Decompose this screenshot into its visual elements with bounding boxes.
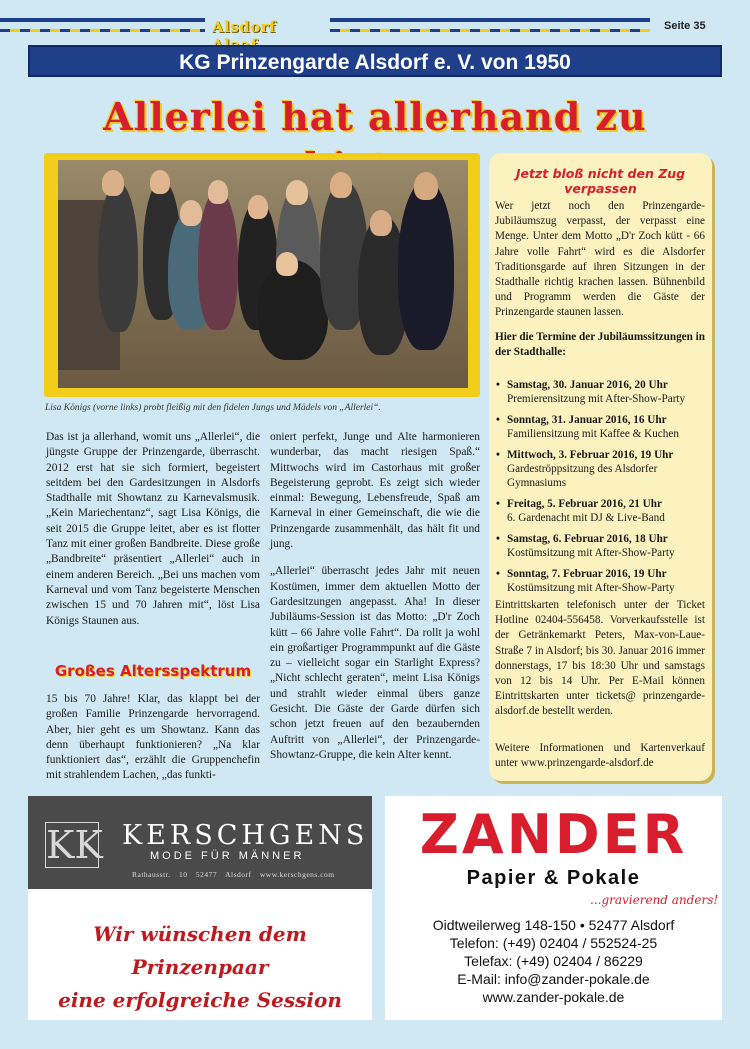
kerschgens-tagline: MODE FÜR MÄNNER (150, 850, 305, 862)
header-rule-left (0, 18, 205, 22)
article-headline: Allerlei hat allerhand zu (103, 94, 647, 139)
event-item (495, 532, 707, 560)
event-desc: Kostümsitzung mit After-Show-Party (507, 582, 675, 594)
article-paragraph: „Allerlei“ überrascht jedes Jahr mit neuen Kostümen, immer dem aktuellen Motto der Gardesitzungen angepasst. Aha! In dieser Jubiläums-Session ist das Motto: „D'r Zoch kütt – 66 Jahre volle Fahrt“. Da rollt ja wohl ein großartiger Programmpunkt auf die Gäste zu – vielleicht sogar ein Starlight Express? „Nicht schlecht geraten“, meint Lisa Königs und strahlt wieder einmal übers ganze Gesicht. Die Gäste der Garde dürfen sich schon jetzt freuen auf den bezaubernden Auftritt von „Allerlei“, der Prinzengarde-Showtanz-Gruppe, die kein Alter kennt. (270, 565, 480, 761)
zander-web: www.zander-pokale.de (482, 989, 625, 1005)
kerschgens-street: Rathausstr. 10 (132, 870, 188, 879)
magazine-title: Alsdorf (212, 18, 277, 36)
group-photo (58, 160, 468, 388)
event-item (495, 378, 707, 406)
zander-contact (385, 916, 722, 1006)
kerschgens-name: KERSCHGENS (122, 820, 369, 851)
event-item (495, 497, 707, 525)
event-list (495, 378, 707, 602)
kerschgens-slogan (28, 918, 372, 1017)
zander-logo: ZANDER (419, 803, 688, 866)
kerschgens-logo: KK (46, 823, 103, 867)
event-item (495, 413, 707, 441)
event-item (495, 448, 707, 490)
article-column-2 (270, 430, 480, 775)
header-rule-right (330, 18, 650, 22)
article-subheading: Großes Altersspektrum (54, 662, 252, 680)
kerschgens-city: 52477 Alsdorf (195, 870, 252, 879)
article-column-1 (46, 430, 260, 641)
event-date: • Mittwoch, 3. Februar 2016, 19 Uhr (507, 449, 674, 461)
header-stripe-right (330, 29, 650, 32)
zander-fax: Telefax: (+49) 02404 / 86229 (464, 953, 643, 969)
event-desc: Kostümsitzung mit After-Show-Party (507, 547, 675, 559)
zander-phone: Telefon: (+49) 02404 / 552524-25 (449, 935, 658, 951)
zander-subtitle: Papier & Pokale (466, 867, 641, 889)
section-banner: KG Prinzengarde Alsdorf e. V. von 1950 (28, 45, 722, 77)
event-date: • Sonntag, 31. Januar 2016, 16 Uhr (507, 414, 667, 426)
zander-tagline: ...gravierend anders! (590, 893, 719, 907)
slogan-line-1: Wir wünschen dem Prinzenpaar (93, 922, 307, 979)
header-stripe-left (0, 29, 205, 32)
article-column-1-continued (46, 692, 260, 796)
event-desc: Premierensitzung mit After-Show-Party (507, 393, 686, 405)
event-item (495, 567, 707, 595)
article-paragraph: 15 bis 70 Jahre! Klar, das klappt bei der großen Familie Prinzengarde hervorragend. Aber, hier geht es um Showtanz. Kann das denn überhaupt funktionieren? „Na klar funktioniert das“, erzählt die Gruppenchefin mit strahlendem Lachen, „das funkti- (46, 693, 260, 782)
event-desc: Gardeströppsitzung des Alsdorfer Gymnasiums (507, 463, 658, 489)
event-desc: 6. Gardenacht mit DJ & Live-Band (507, 512, 665, 524)
event-date: • Sonntag, 7. Februar 2016, 19 Uhr (507, 568, 667, 580)
event-date: • Freitag, 5. Februar 2016, 21 Uhr (507, 498, 662, 510)
slogan-line-2: eine erfolgreiche Session (58, 988, 342, 1012)
info-box-title: Jetzt bloß nicht den Zug verpassen (515, 166, 686, 196)
event-date: • Samstag, 30. Januar 2016, 20 Uhr (507, 379, 668, 391)
info-box-intro: Wer jetzt noch den Prinzengarde-Jubiläumszug verpasst, der verpasst eine Menge. Unter dem Motto „D'r Zoch kütt - 66 Jahre volle Fahrt“ wird es die Alsdorfer Traditionsgarde auf ihren Sitzungen in der Stadthalle richtig krachen lassen. Bühnenbild und Programm werden die Gäste der Prinzengarde staunen lassen. (495, 200, 705, 319)
article-paragraph: Das ist ja allerhand, womit uns „Allerlei“, die jüngste Gruppe der Prinzengarde, überrascht. 2012 erst hat sie sich formiert, begeistert seitdem bei den Gardesitzungen in Alsdorfs Stadthalle mit Showtanz zu Karnevalsmusik. „Kein Mariechentanz“, sagt Lisa Königs, die seit 2015 die Gruppe leitet, aber es ist flotter Tanz mit einer großen Bandbreite. Diese große „Bandbreite“ präsentiert „Allerlei“ auch in einem anderen Bereich. „Bei uns machen vom Karneval und vom Tanz begeisterte Menschen zwischen 15 und 70 Jahren mit“, löst Lisa Königs Staunen aus. (46, 431, 260, 627)
zander-email: E-Mail: info@zander-pokale.de (457, 971, 650, 987)
kerschgens-web: www.kerschgens.com (259, 870, 335, 879)
photo-caption: Lisa Königs (vorne links) probt fleißig mit den fidelen Jungs und Mädels von „Allerlei“. (45, 403, 381, 413)
kerschgens-address (132, 870, 335, 879)
event-date: • Samstag, 6. Februar 2016, 18 Uhr (507, 533, 668, 545)
ticket-info: Eintrittskarten telefonisch unter der Ticket Hotline 02404-556458. Vorverkaufsstelle ist der Getränkemarkt Peters, Max-von-Laue-Straße 7 in Alsdorf; bis 30. Januar 2016 immer donnerstags, 17 bis 18:30 Uhr und samstags von 12 bis 14 Uhr. Per E-Mail können Eintrittskarten unter tickets@ prinzengarde-alsdorf.de bestellt werden. (495, 599, 705, 718)
article-paragraph: oniert perfekt, Junge und Alte harmonieren wunderbar, das macht riesigen Spaß.“ Mittwochs wird im Castorhaus mit großer Begeisterung geprobt. Es zeigt sich wieder einmal: Bewegung, Lebensfreude, Spaß am Karneval in einer Gemeinschaft, die wie die Prinzengarde zusammenhält, das hält fit und jung. (270, 431, 480, 551)
page-number: Seite 35 (664, 20, 706, 32)
dates-heading: Hier die Termine der Jubiläumssitzungen in der Stadthalle: (495, 331, 705, 358)
event-desc: Familiensitzung mit Kaffee & Kuchen (507, 428, 679, 440)
zander-address: Oidtweilerweg 148-150 • 52477 Alsdorf (432, 917, 675, 933)
more-info: Weitere Informationen und Kartenverkauf unter www.prinzengarde-alsdorf.de (495, 742, 705, 770)
